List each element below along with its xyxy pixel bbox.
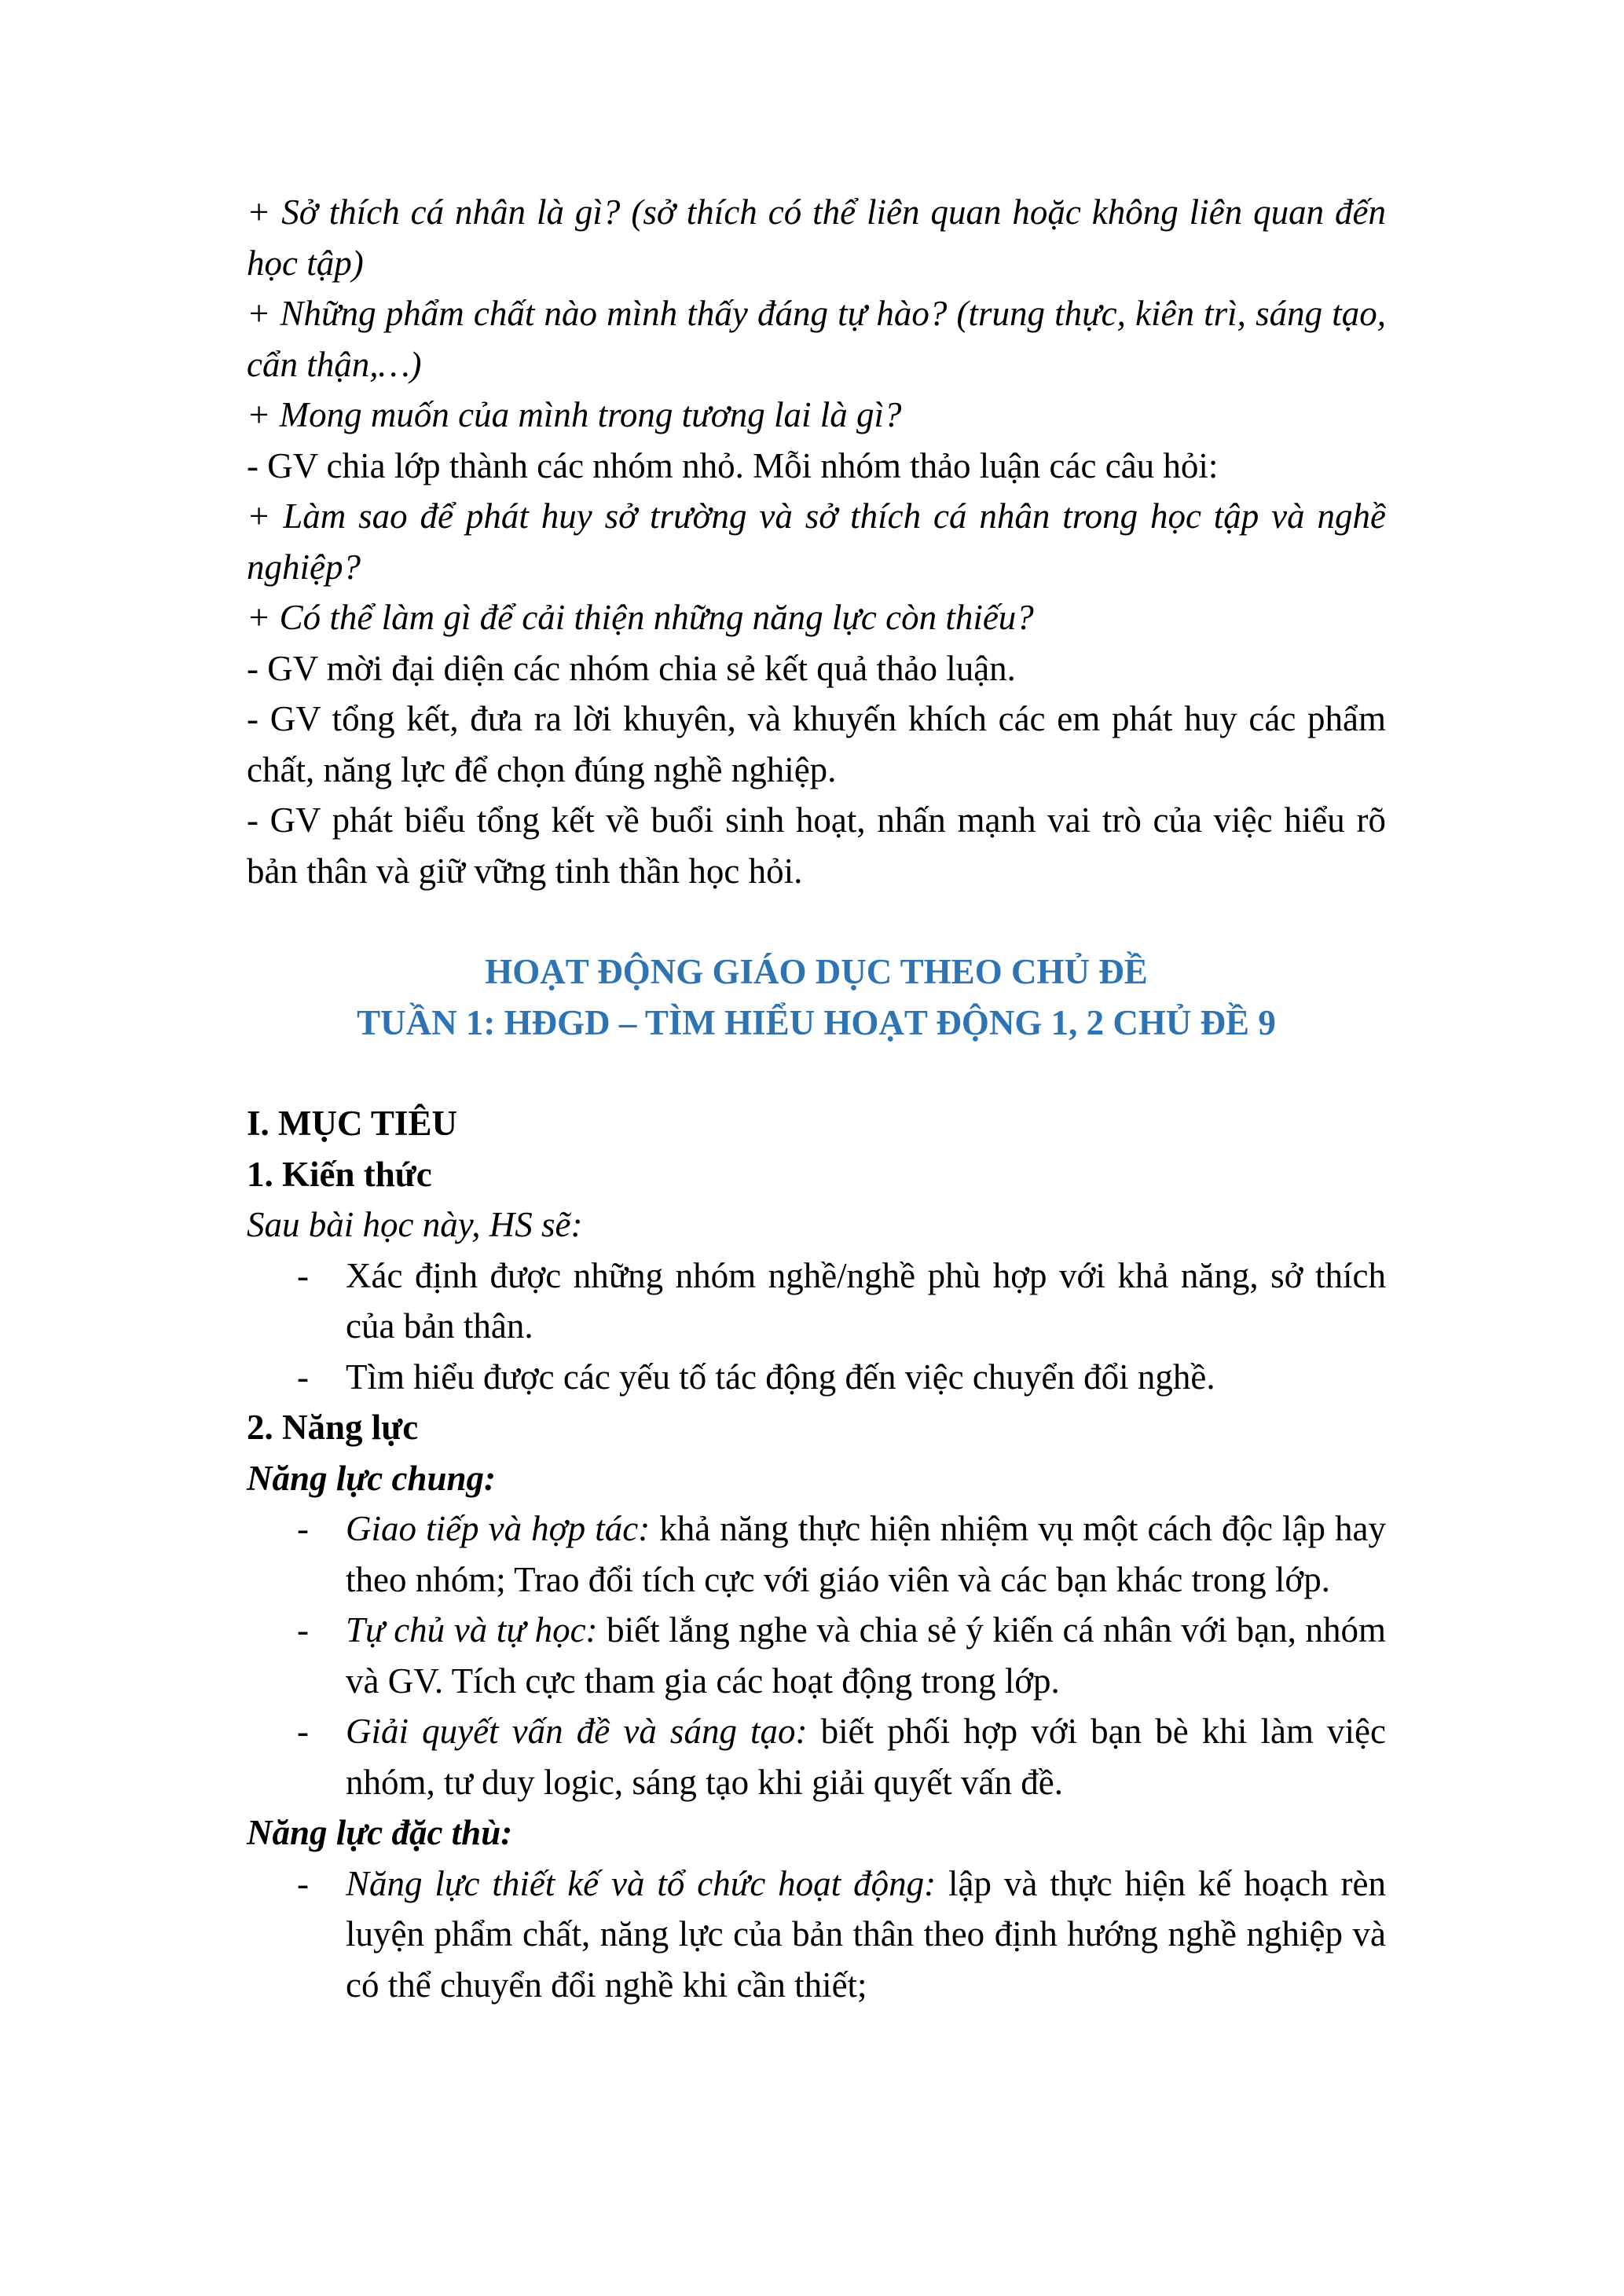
paragraph-closing-speech: - GV phát biểu tổng kết về buổi sinh hoạt, nhấn mạnh vai trò của việc hiểu rõ bản thân và giữ vững tinh thần học hỏi.	[247, 800, 1386, 891]
competence-label: Giải quyết vấn đề và sáng tạo:	[346, 1712, 808, 1751]
question-develop-strengths: + Làm sao để phát huy sở trường và sở thích cá nhân trong học tập và nghề nghiệp?	[247, 496, 1386, 587]
paragraph-group-split: - GV chia lớp thành các nhóm nhỏ. Mỗi nhóm thảo luận các câu hỏi:	[247, 445, 1219, 485]
general-competence-item	[247, 1503, 1386, 1605]
document-page	[247, 187, 1386, 2010]
competence-text: biết lắng nghe và chia sẻ ý kiến cá nhân với bạn, nhóm và GV. Tích cực tham gia các hoạt động trong lớp.	[346, 1610, 1386, 1701]
general-competence-title: Năng lực chung:	[247, 1458, 496, 1498]
knowledge-item-text: Tìm hiểu được các yếu tố tác động đến việc chuyển đổi nghề.	[346, 1357, 1215, 1397]
paragraph-summary-advice: - GV tổng kết, đưa ra lời khuyên, và khuyến khích các em phát huy các phẩm chất, năng lực để chọn đúng nghề nghiệp.	[247, 699, 1386, 789]
bullet-dash: -	[297, 1255, 309, 1295]
paragraph-share-results: - GV mời đại diện các nhóm chia sẻ kết quả thảo luận.	[247, 648, 1016, 688]
objectives-title: I. MỤC TIÊU	[247, 1104, 457, 1143]
section-heading	[247, 947, 1386, 1048]
competence-label: Giao tiếp và hợp tác:	[346, 1509, 651, 1548]
general-competence-item	[247, 1605, 1386, 1706]
specific-competence-item	[247, 1858, 1386, 2011]
knowledge-item	[247, 1251, 1386, 1352]
question-qualities: + Những phẩm chất nào mình thấy đáng tự hào? (trung thực, kiên trì, sáng tạo, cẩn thận,…)	[247, 294, 1386, 384]
bullet-dash: -	[297, 1610, 309, 1650]
question-future: + Mong muốn của mình trong tương lai là gì?	[247, 395, 902, 434]
competence-text: khả năng thực hiện nhiệm vụ một cách độc lập hay theo nhóm; Trao đổi tích cực với giáo viên và các bạn khác trong lớp.	[346, 1509, 1386, 1599]
competence-label: Tự chủ và tự học:	[346, 1610, 598, 1650]
competence-text: lập và thực hiện kế hoạch rèn luyện phẩm chất, năng lực của bản thân theo định hướng nghề nghiệp và có thể chuyển đổi nghề khi cần thiết;	[346, 1863, 1387, 2005]
question-hobby: + Sở thích cá nhân là gì? (sở thích có thể liên quan hoặc không liên quan đến học tập)	[247, 192, 1386, 283]
bullet-dash: -	[297, 1357, 309, 1397]
competence-label: Năng lực thiết kế và tổ chức hoạt động:	[346, 1863, 937, 1903]
knowledge-title: 1. Kiến thức	[247, 1154, 432, 1194]
question-improve-competence: + Có thể làm gì để cải thiện những năng lực còn thiếu?	[247, 598, 1034, 637]
heading-line-2: TUẦN 1: HĐGD – TÌM HIỂU HOẠT ĐỘNG 1, 2 CHỦ ĐỀ 9	[357, 1002, 1276, 1042]
general-competence-item	[247, 1706, 1386, 1807]
bullet-dash: -	[297, 1863, 309, 1903]
bullet-dash: -	[297, 1509, 309, 1548]
knowledge-intro: Sau bài học này, HS sẽ:	[247, 1205, 583, 1244]
competence-title: 2. Năng lực	[247, 1408, 419, 1447]
competence-text: biết phối hợp với bạn bè khi làm việc nhóm, tư duy logic, sáng tạo khi giải quyết vấn đề.	[346, 1712, 1387, 1802]
specific-competence-title: Năng lực đặc thù:	[247, 1813, 513, 1852]
bullet-dash: -	[297, 1712, 309, 1751]
knowledge-item	[247, 1352, 1386, 1403]
heading-line-1: HOẠT ĐỘNG GIÁO DỤC THEO CHỦ ĐỀ	[485, 952, 1148, 991]
knowledge-item-text: Xác định được những nhóm nghề/nghề phù hợp với khả năng, sở thích của bản thân.	[346, 1255, 1386, 1346]
